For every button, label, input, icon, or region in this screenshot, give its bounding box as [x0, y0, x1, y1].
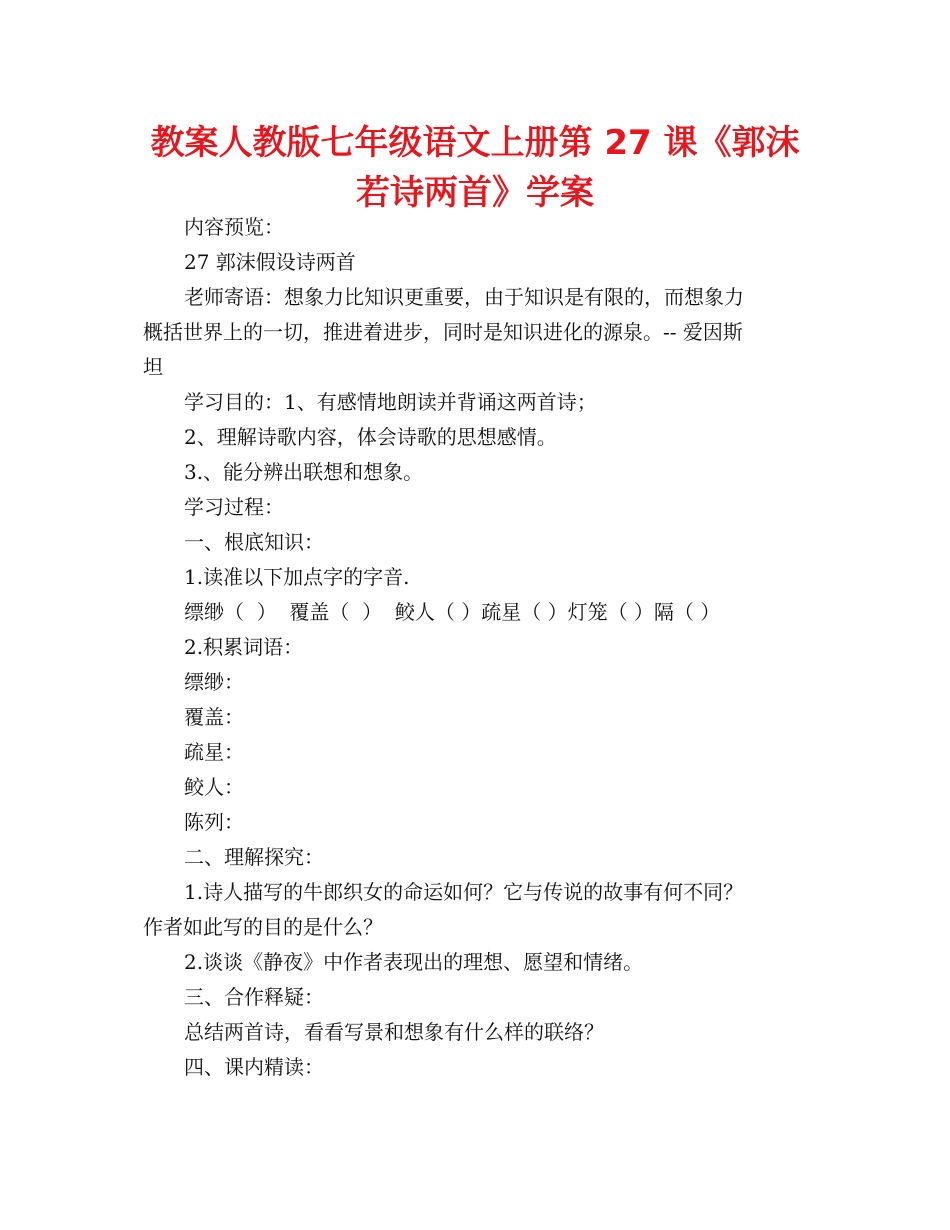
learning-goal-1: 学习目的：1、有感情地朗读并背诵这两首诗； — [184, 390, 597, 414]
vocab-item: 缥缈： — [184, 670, 244, 694]
document-title — [120, 118, 830, 218]
section-1-heading: 一、根底知识： — [184, 530, 324, 554]
vocab-item: 陈列： — [184, 810, 244, 834]
learning-goal-2: 2、理解诗歌内容，体会诗歌的思想感情。 — [184, 425, 557, 449]
section-3-heading: 三、合作释疑： — [184, 985, 324, 1009]
question-1-line-2: 作者如此写的目的是什么？ — [143, 915, 383, 939]
title-line-2: 若诗两首》学案 — [356, 173, 594, 213]
teacher-quote-line-2: 概括世界上的一切，推进着进步，同时是知识进化的源泉。-- 爱因斯 — [143, 320, 743, 344]
vocab-item: 鲛人： — [184, 775, 244, 799]
section-4-heading: 四、课内精读： — [184, 1055, 324, 1079]
question-1-line-1: 1.诗人描写的牛郎织女的命运如何？它与传说的故事有何不同？ — [184, 880, 744, 904]
vocab-item: 疏星： — [184, 740, 244, 764]
document-body — [143, 210, 815, 1085]
lesson-title: 27 郭沫假设诗两首 — [184, 250, 356, 274]
pronunciation-task: 1.读准以下加点字的字音. — [184, 565, 410, 589]
pronunciation-words: 缥缈（ ） 覆盖（ ） 鲛人（ ）疏星（ ）灯笼（ ）隔（ ） — [184, 600, 721, 624]
teacher-quote-line-3: 坦 — [143, 355, 163, 379]
learning-process-heading: 学习过程： — [184, 495, 284, 519]
section-2-heading: 二、理解探究： — [184, 845, 324, 869]
teacher-quote-line-1: 老师寄语：想象力比知识更重要，由于知识是有限的，而想象力 — [184, 285, 744, 309]
preview-heading: 内容预览： — [184, 215, 284, 239]
section-3-task: 总结两首诗，看看写景和想象有什么样的联络？ — [184, 1020, 604, 1044]
vocabulary-task: 2.积累词语： — [184, 635, 304, 659]
vocab-item: 覆盖： — [184, 705, 244, 729]
question-2: 2.谈谈《静夜》中作者表现出的理想、愿望和情绪。 — [184, 950, 644, 974]
title-line-1: 教案人教版七年级语文上册第 27 课《郭沫 — [150, 123, 800, 163]
learning-goal-3: 3.、能分辨出联想和想象。 — [184, 460, 424, 484]
